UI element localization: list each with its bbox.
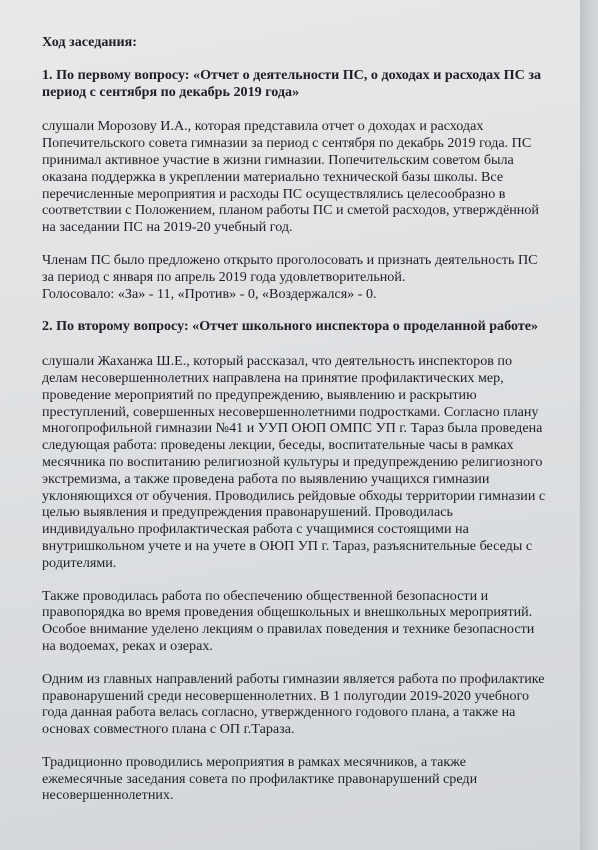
paragraph-1: слушали Морозову И.А., которая представила отчет о доходах и расходах Попечительского совета гимназии за период с сентября по декабрь 2019 года. ПС принимал активное участие в жизни гимназии. Попечительским советом была оказана поддержка в укреплении материально технической базы школы. Все перечисленные мероприятия и расходы ПС осуществлялись целесообразно в соответствии с Положением, планом работы ПС и сметой расходов, утверждённой на заседании ПС на 2019-20 учебный год. [42, 118, 539, 236]
paragraph-3: слушали Жаханжа Ш.Е., который рассказал, что деятельность инспекторов по делам несовершеннолетних направлена на принятие профилактических мер, проведение мероприятий по предупреждению, выявлению и раскрытию преступлений, совершенных несовершеннолетними подростками. Согласно плану многопрофильной гимназии №41 и УУП ОЮП ОМПС УП г. Тараз была проведена следующая работа: проведены лекции, беседы, воспитательные часы в рамках месячника по воспитанию религиозной культуры и предупреждению религиозного экстремизма, а также проведена работа по выявлению учащихся гимназии уклоняющихся от обучения. Проводились рейдовые обходы территории гимназии с целью выявления и предупреждения правонарушений. Проводилась индивидуально профилактическая работа с учащимися состоящими на внутришкольном учете и на учете в ОЮП УП г. Тараз, разъяснительные беседы с родителями. [42, 353, 546, 571]
paragraph-2: Членам ПС было предложено открыто проголосовать и признать деятельность ПС за период с января по апрель 2019 года удовлетворительной. Голосовало: «За» - 11, «Против» - 0, «Воздержался» - 0. [42, 251, 538, 302]
paragraph-6: Традиционно проводились мероприятия в рамках месячников, а также ежемесячные заседания совета по профилактике правонарушений среди несовершеннолетних. [42, 753, 478, 804]
document-body [42, 34, 567, 820]
paragraph-5: Одним из главных направлений работы гимназии является работа по профилактике правонарушений среди несовершеннолетних. В 1 полугодии 2019-2020 учебного года данная работа велась согласно, утвержденного годового плана, а также на основах совместного плана с ОП г.Тараза. [42, 670, 545, 738]
question-2-title: 2. По второму вопросу: «Отчет школьного инспектора о проделанной работе» [42, 318, 539, 335]
paragraph-4: Также проводилась работа по обеспечению общественной безопасности и правопорядка во время проведения общешкольных и внешкольных мероприятий. Особое внимание уделено лекциям о правилах поведения и технике безопасности на водоемах, реках и озерах. [42, 587, 535, 654]
section-heading: Ход заседания: [42, 34, 137, 50]
background-surface [580, 0, 598, 850]
question-1-title: 1. По первому вопросу: «Отчет о деятельности ПС, о доходах и расходах ПС за период с сентября по декабрь 2019 года» [42, 66, 542, 100]
